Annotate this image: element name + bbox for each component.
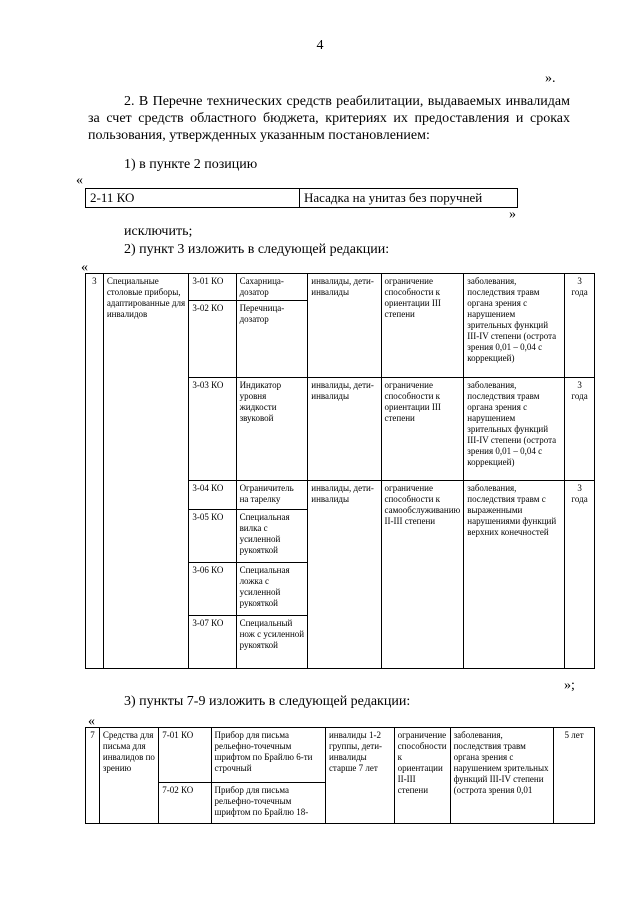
paragraph-2: 2. В Перечне технических средств реабилитации, выдаваемых инвалидам за счет средств областного бюджета, критериях их предоставления и сроках пользования, утвержденных указанным постановлением:: [88, 94, 570, 143]
point-number: 3: [86, 274, 104, 669]
restriction-cell: ограничение способности к ориентации III степени: [381, 378, 464, 481]
code-cell: 3-06 КО: [189, 563, 236, 616]
recipients-cell: инвалиды, дети-инвалиды: [308, 378, 381, 481]
term-cell: 3 года: [565, 481, 595, 669]
name-cell: Ограничитель на тарелку: [236, 481, 308, 510]
opening-quote-2: «: [81, 260, 88, 275]
category-cell: Средства для письма для инвалидов по зрению: [99, 728, 158, 824]
closing-quote-1: »: [509, 207, 516, 222]
diseases-cell: заболевания, последствия травм с выраженными нарушениями функций верхних конечностей: [464, 481, 565, 669]
category-cell: Специальные столовые приборы, адаптированные для инвалидов: [103, 274, 189, 669]
closing-quote-2: »;: [564, 678, 575, 693]
name-cell: Прибор для письма рельефно-точечным шрифтом по Брайлю 6-ти строчный: [211, 728, 325, 783]
restriction-cell: ограничение способности к ориентации II-III степени: [394, 728, 450, 824]
recipients-cell: инвалиды 1-2 группы, дети-инвалиды старше 7 лет: [325, 728, 394, 824]
opening-quote-3: «: [88, 714, 95, 729]
code-cell: 7-02 КО: [159, 783, 211, 824]
table-points-7-9: [85, 727, 595, 824]
code-cell: 3-05 КО: [189, 510, 236, 563]
diseases-cell: заболевания, последствия травм органа зрения с нарушением зрительных функций III-IV степени (острота зрения 0,01: [450, 728, 554, 824]
point-number: 7: [86, 728, 100, 824]
name-cell: Насадка на унитаз без поручней: [300, 189, 518, 208]
code-cell: 3-01 КО: [189, 274, 236, 301]
table-position-2-11: [85, 188, 518, 208]
closing-quote-top: ».: [545, 71, 556, 86]
item-1: 1) в пункте 2 позицию: [124, 157, 258, 172]
item-2: 2) пункт 3 изложить в следующей редакции:: [124, 242, 390, 257]
name-cell: Перечница-дозатор: [236, 301, 308, 378]
recipients-cell: инвалиды, дети-инвалиды: [308, 274, 381, 378]
term-cell: 5 лет: [554, 728, 595, 824]
name-cell: Специальный нож с усиленной рукояткой: [236, 616, 308, 669]
name-cell: Специальная вилка с усиленной рукояткой: [236, 510, 308, 563]
diseases-cell: заболевания, последствия травм органа зрения с нарушением зрительных функций III-IV степени (острота зрения 0,01 – 0,04 с коррекцией): [464, 378, 565, 481]
opening-quote-1: «: [76, 173, 83, 188]
table-point-3: [85, 273, 595, 669]
restriction-cell: ограничение способности к ориентации III степени: [381, 274, 464, 378]
code-cell: 3-04 КО: [189, 481, 236, 510]
recipients-cell: инвалиды, дети-инвалиды: [308, 481, 381, 669]
name-cell: Индикатор уровня жидкости звуковой: [236, 378, 308, 481]
page-number: 4: [316, 38, 324, 53]
exclude-text: исключить;: [124, 224, 193, 239]
table-row: [86, 728, 595, 783]
name-cell: Прибор для письма рельефно-точечным шрифтом по Брайлю 18-: [211, 783, 325, 824]
name-cell: Специальная ложка с усиленной рукояткой: [236, 563, 308, 616]
code-cell: 3-02 КО: [189, 301, 236, 378]
name-cell: Сахарница-дозатор: [236, 274, 308, 301]
code-cell: 2-11 КО: [86, 189, 300, 208]
restriction-cell: ограничение способности к самообслуживанию II-III степени: [381, 481, 464, 669]
item-3: 3) пункты 7-9 изложить в следующей редакции:: [124, 694, 411, 709]
diseases-cell: заболевания, последствия травм органа зрения с нарушением зрительных функций III-IV степени (острота зрения 0,01 – 0,04 с коррекцией): [464, 274, 565, 378]
table-row: [86, 274, 595, 301]
code-cell: 3-07 КО: [189, 616, 236, 669]
code-cell: 3-03 КО: [189, 378, 236, 481]
code-cell: 7-01 КО: [159, 728, 211, 783]
term-cell: 3 года: [565, 378, 595, 481]
term-cell: 3 года: [565, 274, 595, 378]
